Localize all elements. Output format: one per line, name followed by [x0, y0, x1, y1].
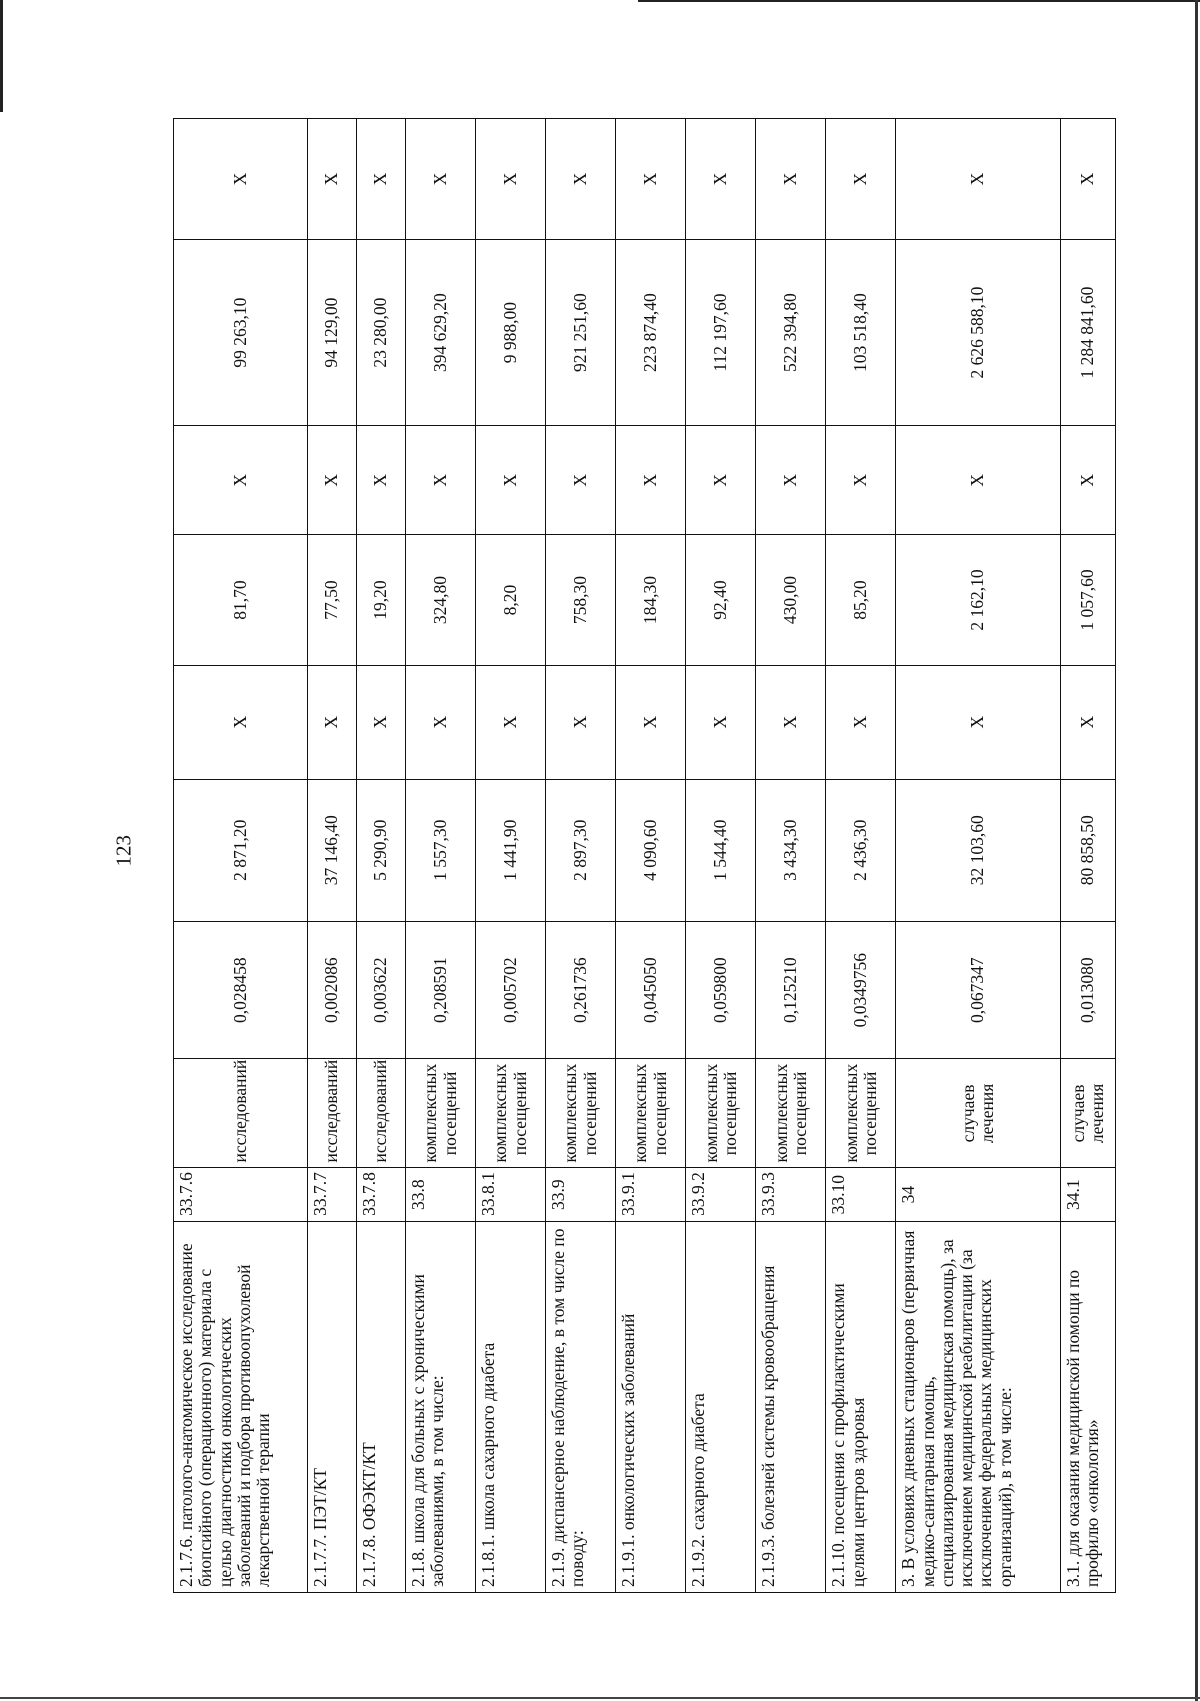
row-name-cell: 2.1.9.2. сахарного диабета	[686, 1221, 756, 1592]
value-cell: X	[307, 426, 356, 535]
unit-cell: случаев лечения	[1060, 1059, 1115, 1168]
value-cell: 99 263,10	[174, 240, 308, 426]
value-cell: X	[616, 426, 686, 535]
table-row	[756, 119, 826, 1593]
value-cell: 324,80	[406, 535, 476, 665]
value-cell: 2 626 588,10	[896, 240, 1060, 426]
value-cell: X	[686, 665, 756, 779]
row-name-cell: 2.1.7.6. патолого-анатомическое исследование биопсийного (операционного) материала с целью диагностики онкологических заболеваний и подбора противоопухолевой лекарственной терапии	[174, 1221, 308, 1592]
norm-cell: 0,002086	[307, 921, 356, 1059]
value-cell: X	[356, 665, 405, 779]
norm-cell: 0,059800	[686, 921, 756, 1059]
unit-cell: комплексных посещений	[756, 1059, 826, 1168]
value-cell: X	[476, 119, 546, 240]
value-cell: X	[686, 426, 756, 535]
unit-cell: комплексных посещений	[826, 1059, 896, 1168]
value-cell: 8,20	[476, 535, 546, 665]
value-cell: X	[756, 426, 826, 535]
value-cell: 9 988,00	[476, 240, 546, 426]
value-cell: X	[406, 665, 476, 779]
cost-cell: 4 090,60	[616, 779, 686, 921]
row-code-cell: 33.7.8	[356, 1168, 405, 1221]
unit-cell: случаев лечения	[896, 1059, 1060, 1168]
norm-cell: 0,028458	[174, 921, 308, 1059]
norm-cell: 0,208591	[406, 921, 476, 1059]
row-code-cell: 33.10	[826, 1168, 896, 1221]
row-code-cell: 33.7.7	[307, 1168, 356, 1221]
value-cell: X	[826, 665, 896, 779]
value-cell: 81,70	[174, 535, 308, 665]
value-cell: X	[174, 119, 308, 240]
value-cell: 921 251,60	[546, 240, 616, 426]
norm-cell: 0,261736	[546, 921, 616, 1059]
value-cell: X	[307, 665, 356, 779]
value-cell: 184,30	[616, 535, 686, 665]
table-row	[686, 119, 756, 1593]
norm-cell: 0,003622	[356, 921, 405, 1059]
row-code-cell: 33.8.1	[476, 1168, 546, 1221]
row-code-cell: 33.9.3	[756, 1168, 826, 1221]
cost-cell: 3 434,30	[756, 779, 826, 921]
table-row	[406, 119, 476, 1593]
row-code-cell: 33.9.1	[616, 1168, 686, 1221]
table-row	[1060, 119, 1115, 1593]
row-code-cell: 33.9	[546, 1168, 616, 1221]
cost-cell: 80 858,50	[1060, 779, 1115, 921]
row-name-cell: 2.1.7.8. ОФЭКТ/КТ	[356, 1221, 405, 1592]
unit-cell: комплексных посещений	[476, 1059, 546, 1168]
scan-edge-mark	[638, 0, 1200, 2]
norm-cell: 0,005702	[476, 921, 546, 1059]
value-cell: X	[546, 426, 616, 535]
cost-cell: 1 441,90	[476, 779, 546, 921]
value-cell: X	[356, 426, 405, 535]
value-cell: X	[756, 665, 826, 779]
cost-cell: 37 146,40	[307, 779, 356, 921]
unit-cell: исследований	[307, 1059, 356, 1168]
unit-cell: комплексных посещений	[546, 1059, 616, 1168]
scan-edge-mark	[0, 0, 3, 112]
value-cell: X	[476, 426, 546, 535]
row-name-cell: 2.1.8. школа для больных с хроническими заболеваниями, в том числе:	[406, 1221, 476, 1592]
row-code-cell: 34.1	[1060, 1168, 1115, 1221]
value-cell: 522 394,80	[756, 240, 826, 426]
table-row	[476, 119, 546, 1593]
table-body	[174, 119, 1116, 1593]
value-cell: X	[307, 119, 356, 240]
cost-cell: 2 871,20	[174, 779, 308, 921]
value-cell: X	[896, 119, 1060, 240]
cost-cell: 1 544,40	[686, 779, 756, 921]
value-cell: 103 518,40	[826, 240, 896, 426]
value-cell: 430,00	[756, 535, 826, 665]
row-code-cell: 34	[896, 1168, 1060, 1221]
unit-cell: исследований	[174, 1059, 308, 1168]
table-row	[307, 119, 356, 1593]
row-name-cell: 2.1.8.1. школа сахарного диабета	[476, 1221, 546, 1592]
value-cell: X	[356, 119, 405, 240]
value-cell: X	[406, 426, 476, 535]
table-row	[356, 119, 405, 1593]
scan-edge-mark	[1195, 0, 1198, 1701]
value-cell: 77,50	[307, 535, 356, 665]
value-cell: X	[826, 426, 896, 535]
value-cell: X	[546, 665, 616, 779]
row-code-cell: 33.9.2	[686, 1168, 756, 1221]
value-cell: X	[546, 119, 616, 240]
row-name-cell: 2.1.9. диспансерное наблюдение, в том числе по поводу:	[546, 1221, 616, 1592]
value-cell: 394 629,20	[406, 240, 476, 426]
unit-cell: комплексных посещений	[406, 1059, 476, 1168]
unit-cell: комплексных посещений	[686, 1059, 756, 1168]
row-name-cell: 2.1.7.7. ПЭТ/КТ	[307, 1221, 356, 1592]
value-cell: X	[616, 665, 686, 779]
value-cell: 19,20	[356, 535, 405, 665]
value-cell: 1 057,60	[1060, 535, 1115, 665]
value-cell: 23 280,00	[356, 240, 405, 426]
cost-cell: 32 103,60	[896, 779, 1060, 921]
value-cell: X	[896, 426, 1060, 535]
value-cell: X	[616, 119, 686, 240]
norm-cell: 0,013080	[1060, 921, 1115, 1059]
norm-cell: 0,067347	[896, 921, 1060, 1059]
cost-cell: 2 436,30	[826, 779, 896, 921]
table-row	[174, 119, 308, 1593]
value-cell: X	[174, 426, 308, 535]
scan-edge-mark	[0, 1697, 1200, 1699]
cost-cell: 5 290,90	[356, 779, 405, 921]
value-cell: 223 874,40	[616, 240, 686, 426]
table-row	[826, 119, 896, 1593]
value-cell: 94 129,00	[307, 240, 356, 426]
unit-cell: исследований	[356, 1059, 405, 1168]
value-cell: X	[756, 119, 826, 240]
value-cell: 92,40	[686, 535, 756, 665]
value-cell: X	[686, 119, 756, 240]
table-row	[616, 119, 686, 1593]
row-name-cell: 3.1. для оказания медицинской помощи по профилю «онкология»	[1060, 1221, 1115, 1592]
value-cell: X	[406, 119, 476, 240]
table-row	[546, 119, 616, 1593]
document-table-rotated	[173, 118, 1116, 1593]
data-table	[173, 118, 1116, 1593]
value-cell: X	[476, 665, 546, 779]
value-cell: 112 197,60	[686, 240, 756, 426]
value-cell: X	[896, 665, 1060, 779]
row-name-cell: 2.1.9.3. болезней системы кровообращения	[756, 1221, 826, 1592]
row-code-cell: 33.7.6	[174, 1168, 308, 1221]
cost-cell: 2 897,30	[546, 779, 616, 921]
norm-cell: 0,045050	[616, 921, 686, 1059]
table-row	[896, 119, 1060, 1593]
row-name-cell: 3. В условиях дневных стационаров (первичная медико-санитарная помощь, специализированная медицинская помощь), за исключением медицинской реабилитации (за исключением федеральных медицинских организаций), в том числе:	[896, 1221, 1060, 1592]
norm-cell: 0,125210	[756, 921, 826, 1059]
value-cell: X	[174, 665, 308, 779]
value-cell: 758,30	[546, 535, 616, 665]
cost-cell: 1 557,30	[406, 779, 476, 921]
value-cell: 85,20	[826, 535, 896, 665]
value-cell: X	[826, 119, 896, 240]
unit-cell: комплексных посещений	[616, 1059, 686, 1168]
row-code-cell: 33.8	[406, 1168, 476, 1221]
value-cell: 1 284 841,60	[1060, 240, 1115, 426]
value-cell: X	[1060, 426, 1115, 535]
page-number: 123	[111, 835, 136, 867]
value-cell: X	[1060, 119, 1115, 240]
value-cell: X	[1060, 665, 1115, 779]
row-name-cell: 2.1.9.1. онкологических заболеваний	[616, 1221, 686, 1592]
norm-cell: 0,0349756	[826, 921, 896, 1059]
row-name-cell: 2.1.10. посещения с профилактическими целями центров здоровья	[826, 1221, 896, 1592]
value-cell: 2 162,10	[896, 535, 1060, 665]
